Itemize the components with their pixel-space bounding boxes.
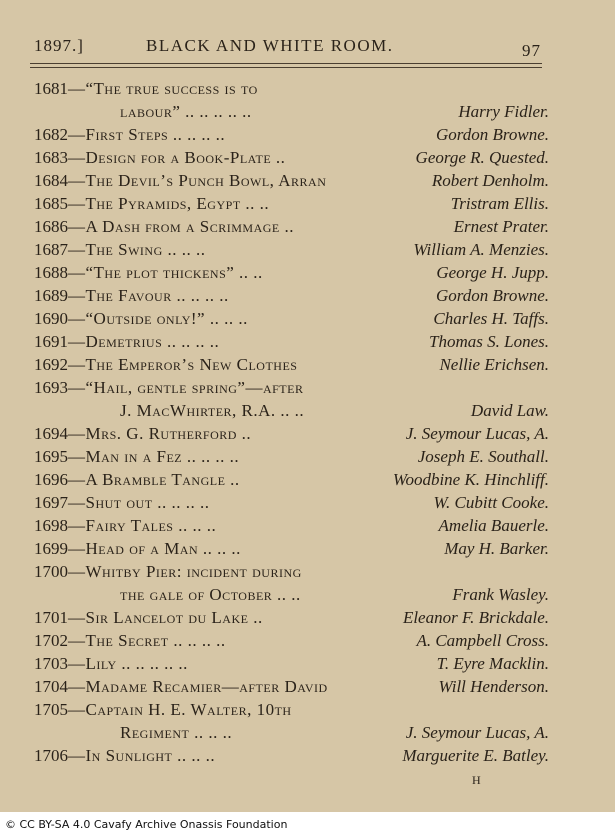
- entry-title: —First Steps .. .. .. ..: [68, 125, 226, 144]
- entry-title: —A Bramble Tangle ..: [68, 470, 240, 489]
- entry-artist: Charles H. Taffs.: [429, 307, 549, 330]
- catalogue-entry: [34, 675, 549, 698]
- entry-artist: Marguerite E. Batley.: [398, 744, 549, 767]
- catalogue-entry: [34, 606, 549, 629]
- entry-artist: Amelia Bauerle.: [435, 514, 549, 537]
- entry-artist: George H. Jupp.: [432, 261, 549, 284]
- entry-line: [34, 100, 549, 123]
- entry-line: [34, 146, 549, 169]
- entry-number: 1703: [34, 654, 68, 673]
- catalogue-entry: [34, 123, 549, 146]
- entry-line: [34, 399, 549, 422]
- catalogue-entry: [34, 468, 549, 491]
- entry-number: 1702: [34, 631, 68, 650]
- entry-title: —In Sunlight .. .. ..: [68, 746, 216, 765]
- entry-line: [34, 744, 549, 767]
- entry-line: [34, 123, 549, 146]
- entry-number: 1690: [34, 309, 68, 328]
- entry-line: [34, 652, 549, 675]
- entry-number: 1689: [34, 286, 68, 305]
- entry-number: 1701: [34, 608, 68, 627]
- entry-artist: T. Eyre Macklin.: [433, 652, 549, 675]
- entry-artist: Joseph E. Southall.: [414, 445, 549, 468]
- entry-artist: J. Seymour Lucas, A.: [402, 422, 549, 445]
- entry-title: —The Favour .. .. .. ..: [68, 286, 229, 305]
- entry-line: [34, 261, 549, 284]
- entry-line: [34, 307, 549, 330]
- entry-title: —Fairy Tales .. .. ..: [68, 516, 217, 535]
- entry-title: —Shut out .. .. .. ..: [68, 493, 210, 512]
- entry-line: [34, 77, 549, 100]
- entry-line: [34, 376, 549, 399]
- entry-line: [34, 192, 549, 215]
- entry-line: [34, 629, 549, 652]
- entry-line: [34, 353, 549, 376]
- entry-artist: A. Campbell Cross.: [412, 629, 549, 652]
- running-header: [0, 30, 615, 60]
- entry-line: [34, 560, 549, 583]
- entry-number: 1700: [34, 562, 68, 581]
- entry-title: —Lily .. .. .. .. ..: [68, 654, 188, 673]
- entry-title: —The Pyramids, Egypt .. ..: [68, 194, 270, 213]
- entry-line: [34, 721, 549, 744]
- catalogue-entry: [34, 261, 549, 284]
- entry-number: 1687: [34, 240, 68, 259]
- entry-line: [34, 675, 549, 698]
- entry-number: 1686: [34, 217, 68, 236]
- entry-line: [34, 537, 549, 560]
- entry-number: 1694: [34, 424, 68, 443]
- entry-number: 1695: [34, 447, 68, 466]
- catalogue-entry: [34, 629, 549, 652]
- entry-number: 1688: [34, 263, 68, 282]
- entry-line: [34, 445, 549, 468]
- entry-title: —Mrs. G. Rutherford ..: [68, 424, 252, 443]
- entry-line: [34, 698, 549, 721]
- entry-title: —“Outside only!” .. .. ..: [68, 309, 248, 328]
- entry-title: —“The plot thickens” .. ..: [68, 263, 263, 282]
- entry-title: —Head of a Man .. .. ..: [68, 539, 241, 558]
- page-number: 97: [522, 41, 541, 60]
- entry-title: —The Emperor’s New Clothes: [68, 355, 298, 374]
- entry-artist: Thomas S. Lones.: [425, 330, 549, 353]
- entry-artist: William A. Menzies.: [409, 238, 549, 261]
- entry-title: the gale of October .. ..: [120, 585, 301, 604]
- entry-number: 1698: [34, 516, 68, 535]
- entry-title: —Demetrius .. .. .. ..: [68, 332, 220, 351]
- catalogue-entry: [34, 652, 549, 675]
- entry-line: [34, 514, 549, 537]
- catalogue-entry: [34, 169, 549, 192]
- entry-title: —Sir Lancelot du Lake ..: [68, 608, 263, 627]
- entry-artist: Frank Wasley.: [448, 583, 549, 606]
- header-title: BLACK AND WHITE ROOM.: [146, 36, 394, 55]
- entry-number: 1693: [34, 378, 68, 397]
- license-text: © CC BY-SA 4.0 Cavafy Archive Onassis Foundation: [5, 818, 288, 831]
- entry-artist: W. Cubitt Cooke.: [429, 491, 549, 514]
- entry-artist: Robert Denholm.: [428, 169, 549, 192]
- header-year: 1897.]: [34, 36, 84, 55]
- entry-title: —Design for a Book-Plate ..: [68, 148, 286, 167]
- catalogue-entry: [34, 744, 549, 767]
- entry-line: [34, 583, 549, 606]
- entry-title: —“The true success is to: [68, 79, 258, 98]
- entry-title: —A Dash from a Scrimmage ..: [68, 217, 295, 236]
- entry-number: 1692: [34, 355, 68, 374]
- catalogue-entry: [34, 284, 549, 307]
- catalogue-entry: [34, 238, 549, 261]
- entry-title: —Whitby Pier: incident during: [68, 562, 302, 581]
- catalogue-entry: [34, 537, 549, 560]
- entry-number: 1682: [34, 125, 68, 144]
- catalogue-entry: [34, 307, 549, 330]
- entry-line: [34, 606, 549, 629]
- catalogue-entry: [34, 146, 549, 169]
- entry-title: —Captain H. E. Walter, 10th: [68, 700, 292, 719]
- entry-artist: Gordon Browne.: [432, 284, 549, 307]
- catalogue-entry: [34, 215, 549, 238]
- entry-artist: J. Seymour Lucas, A.: [402, 721, 549, 744]
- entry-title: J. MacWhirter, R.A. .. ..: [120, 401, 305, 420]
- entry-title: —The Devil’s Punch Bowl, Arran: [68, 171, 327, 190]
- catalogue-entry: [34, 353, 549, 376]
- entry-title: —Madame Recamier—after David: [68, 677, 328, 696]
- entry-artist: Will Henderson.: [435, 675, 550, 698]
- license-footer: [0, 812, 615, 837]
- signature-mark: H: [472, 773, 482, 787]
- header-rule-bottom: [30, 67, 542, 68]
- entry-artist: Harry Fidler.: [454, 100, 549, 123]
- entry-artist: David Law.: [467, 399, 549, 422]
- entry-artist: May H. Barker.: [440, 537, 549, 560]
- entry-number: 1691: [34, 332, 68, 351]
- entry-line: [34, 468, 549, 491]
- entry-number: 1684: [34, 171, 68, 190]
- entry-title: —The Swing .. .. ..: [68, 240, 206, 259]
- catalogue-entry: [34, 560, 549, 606]
- entry-line: [34, 284, 549, 307]
- entry-number: 1681: [34, 79, 68, 98]
- entry-line: [34, 238, 549, 261]
- catalogue-entry: [34, 330, 549, 353]
- entry-number: 1705: [34, 700, 68, 719]
- entry-artist: Eleanor F. Brickdale.: [399, 606, 549, 629]
- entry-artist: Nellie Erichsen.: [435, 353, 549, 376]
- header-rule-top: [30, 63, 542, 64]
- entry-number: 1697: [34, 493, 68, 512]
- entry-artist: Ernest Prater.: [450, 215, 549, 238]
- entry-line: [34, 422, 549, 445]
- entry-number: 1685: [34, 194, 68, 213]
- entry-title: —Man in a Fez .. .. .. ..: [68, 447, 240, 466]
- entry-number: 1683: [34, 148, 68, 167]
- catalogue-entries: [34, 77, 549, 767]
- entry-number: 1706: [34, 746, 68, 765]
- catalogue-entry: [34, 77, 549, 123]
- entry-title: —“Hail, gentle spring”—after: [68, 378, 304, 397]
- entry-number: 1704: [34, 677, 68, 696]
- entry-title: —The Secret .. .. .. ..: [68, 631, 226, 650]
- entry-title: Regiment .. .. ..: [120, 723, 233, 742]
- entry-artist: George R. Quested.: [412, 146, 549, 169]
- catalogue-entry: [34, 698, 549, 744]
- entry-line: [34, 491, 549, 514]
- catalogue-entry: [34, 514, 549, 537]
- entry-artist: Gordon Browne.: [432, 123, 549, 146]
- entry-line: [34, 330, 549, 353]
- catalogue-entry: [34, 491, 549, 514]
- catalogue-entry: [34, 192, 549, 215]
- catalogue-entry: [34, 422, 549, 445]
- catalogue-entry: [34, 376, 549, 422]
- entry-artist: Tristram Ellis.: [447, 192, 549, 215]
- entry-number: 1699: [34, 539, 68, 558]
- entry-number: 1696: [34, 470, 68, 489]
- catalogue-entry: [34, 445, 549, 468]
- entry-line: [34, 215, 549, 238]
- entry-line: [34, 169, 549, 192]
- entry-artist: Woodbine K. Hinchliff.: [389, 468, 549, 491]
- entry-title: labour” .. .. .. .. ..: [120, 102, 252, 121]
